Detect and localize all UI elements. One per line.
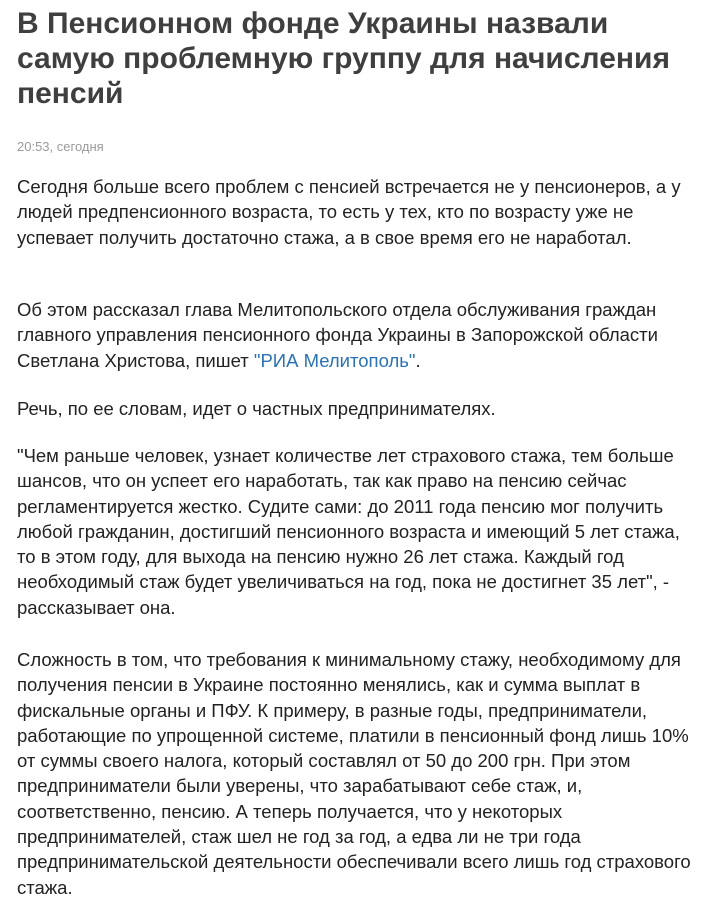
source-link[interactable]: "РИА Мелитополь" xyxy=(253,349,416,371)
paragraph-5: Сложность в том, что требования к минимальному стажу, необходимому для получения пенсии в Украине постоянно менялись, как и сумма выплат в фискальные органы и ПФУ. К примеру, в разные годы, предприниматели, работающие по упрощенной системе, платили в пенсионный фонд лишь 10% от суммы своего налога, который составлял от 50 до 200 грн. При этом предприниматели были уверены, что зарабатывают себе стаж, и, соответственно, пенсию. А теперь получается, что у некоторых предпринимателей, стаж шел не год за год, а едва ли не три года предпринимательской деятельности обеспечивали всего лишь год страхового стажа. xyxy=(17,649,691,898)
paragraph-2 xyxy=(17,297,692,373)
paragraph-4-quote: "Чем раньше человек, узнает количестве лет страхового стажа, тем больше шансов, что он успеет его наработать, так как право на пенсию сейчас регламентируется жестко. Судите сами: до 2011 года пенсию мог получить любой гражданин, достигший пенсионного возраста и имеющий 5 лет стажа, то в этом году, для выхода на пенсию нужно 26 лет стажа. Каждый год необходимый стаж будет увеличиваться на год, пока не достигнет 35 лет", - рассказывает она. xyxy=(17,445,680,618)
paragraph-3: Речь, по ее словам, идет о частных предпринимателях. xyxy=(17,398,496,419)
paragraph-2-text: Об этом рассказал глава Мелитопольского отдела обслуживания граждан главного управления пенсионного фонда Украины в Запорожской области Светлана Христова, пишет xyxy=(17,299,658,371)
article-timestamp: 20:53, сегодня xyxy=(17,139,104,154)
paragraph-2-end: . xyxy=(415,349,421,371)
article xyxy=(17,0,692,898)
article-title: В Пенсионном фонде Украины назвали самую проблемную группу для начисления пенсий xyxy=(17,7,670,110)
paragraph-1: Сегодня больше всего проблем с пенсией встречается не у пенсионеров, а у людей предпенсионного возраста, то есть у тех, кто по возрасту уже не успевает получить достаточно стажа, а в свое время его не наработал. xyxy=(17,176,681,248)
